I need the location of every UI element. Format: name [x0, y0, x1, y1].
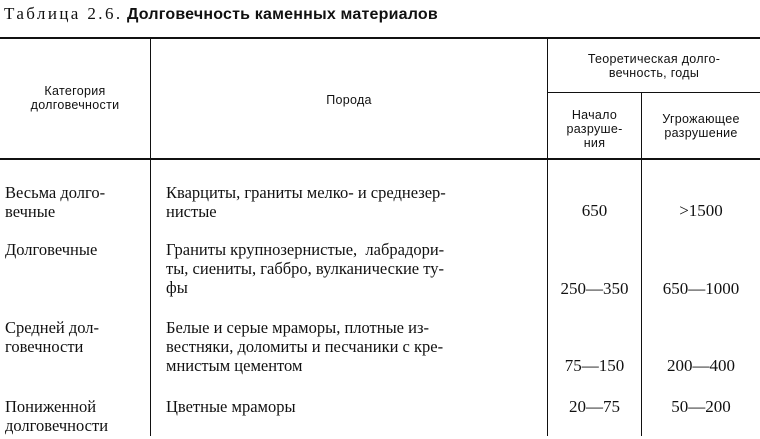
row-4-start: 20—75: [569, 397, 620, 416]
row-1-threat: >1500: [679, 201, 723, 220]
row-4-rock: Цветные мраморы: [166, 397, 296, 416]
header-sub-rule: [548, 92, 760, 93]
row-4-category: Пониженной долговечности: [5, 397, 109, 435]
row-3-threat: 200—400: [667, 356, 735, 375]
row-1-category: Весьма долго- вечные: [5, 183, 106, 221]
row-3-start: 75—150: [564, 356, 625, 375]
row-1-start: 650: [581, 201, 608, 220]
table-caption-number: Таблица 2.6.: [4, 4, 123, 23]
column-divider-3: [641, 93, 642, 436]
table-caption: [4, 4, 438, 24]
header-threatening-destruction: Угрожающее разрушение: [662, 112, 740, 140]
header-category: Категория долговечности: [30, 84, 120, 112]
table-top-rule: [0, 37, 760, 39]
row-1-rock: Кварциты, граниты мелко- и среднезер- нистые: [166, 183, 446, 221]
row-2-start: 250—350: [560, 279, 629, 298]
column-divider-2: [547, 38, 548, 436]
row-2-category: Долговечные: [5, 240, 98, 259]
row-2-threat: 650—1000: [662, 279, 740, 298]
header-start-of-destruction: Начало разруше- ния: [566, 108, 623, 150]
header-rock: Порода: [326, 93, 372, 107]
row-3-rock: Белые и серые мраморы, плотные из- вестняки, доломиты и песчаники с кре- мнистым цементом: [166, 318, 444, 375]
table-caption-title: Долговечность каменных материалов: [126, 6, 438, 23]
row-3-category: Средней дол- говечности: [5, 318, 100, 356]
header-bottom-rule: [0, 158, 760, 160]
row-2-rock: Граниты крупнозернистые, лабрадори- ты, сиениты, габбро, вулканические ту- фы: [166, 240, 445, 297]
header-durability: Теоретическая долго- вечность, годы: [587, 52, 721, 80]
row-4-threat: 50—200: [671, 397, 731, 416]
